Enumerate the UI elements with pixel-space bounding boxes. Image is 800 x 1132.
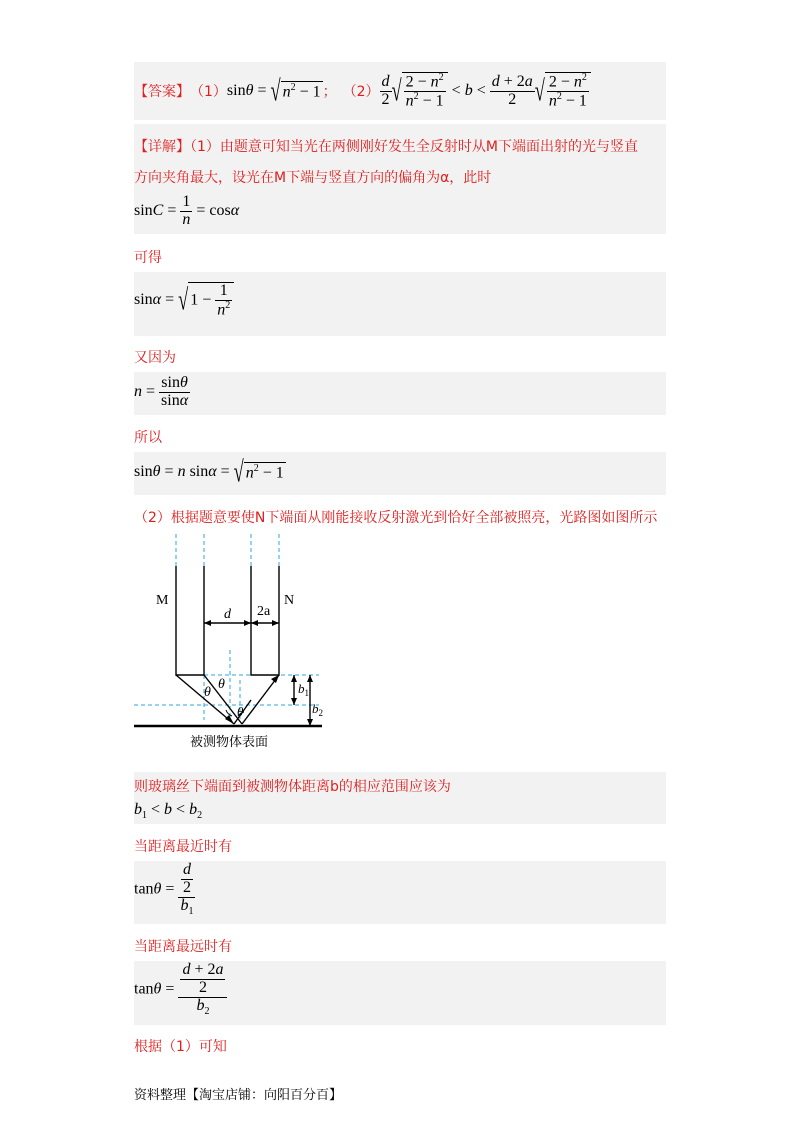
label-b1: $b_1$ bbox=[298, 681, 309, 698]
theta-label-3: θ bbox=[237, 704, 244, 719]
answer-separator: ； bbox=[322, 84, 337, 100]
formula-tan-far: tanθ = $\frac{\frac{d + 2a}{2}}{b_2}$ bbox=[134, 962, 227, 1017]
text-nearest: 当距离最近时有 bbox=[134, 839, 232, 855]
label-M: M bbox=[156, 593, 169, 608]
text-farthest: 当距离最远时有 bbox=[134, 939, 232, 955]
label-d: d bbox=[224, 607, 231, 622]
diagram-caption: 被测物体表面 bbox=[190, 735, 269, 750]
formula-box-near bbox=[134, 861, 666, 924]
theta-label-1: θ bbox=[218, 677, 225, 692]
label-N: N bbox=[284, 593, 295, 608]
theta-label-2: θ bbox=[204, 685, 211, 700]
formula-range: $b_1 < b < b_2$ bbox=[134, 801, 203, 822]
text-genju: 根据（1）可知 bbox=[134, 1039, 227, 1055]
formula-sinC: sinC = $\frac{1}{n}$ = cosα bbox=[134, 193, 240, 228]
formula-tan-near: tanθ = $\frac{\frac{d}{2}}{b_1}$ bbox=[134, 861, 194, 917]
formula-box-3 bbox=[134, 372, 666, 415]
detail-line2: 方向夹角最大，设光在M下端与竖直方向的偏角为α，此时 bbox=[134, 170, 492, 186]
answer-part2-label: （2） bbox=[342, 84, 380, 100]
text-range: 则玻璃丝下端面到被测物体距离b的相应范围应该为 bbox=[134, 779, 451, 795]
text-suoyi: 所以 bbox=[134, 430, 162, 446]
formula-answer2: $\frac{d}{2}$ √ $\frac{2 - n^2}{n^2 - 1}$ < b < $\frac{d + 2a}{2}$ √ $\frac{2 - n^2}{n^2 - 1}$ bbox=[380, 72, 591, 110]
detail-text1: （1）由题意可知当光在两侧刚好发生全反射时从M下端面出射的光与竖直 bbox=[190, 139, 638, 155]
formula-n: n = $\frac{\sin\theta}{\sin\alpha}$ bbox=[134, 374, 189, 409]
text-kede: 可得 bbox=[134, 250, 162, 266]
formula-answer1: sinθ = √ $n^2 - 1$ bbox=[226, 74, 321, 107]
label-b2: $b_2$ bbox=[312, 701, 323, 718]
text-part2: （2）根据题意要使N下端面从刚能接收反射激光到恰好全部被照亮，光路图如图所示 bbox=[134, 510, 658, 526]
formula-sinalpha: sinα = √ 1 − $\frac{1}{n^2}$ bbox=[134, 282, 234, 319]
footer: 资料整理【淘宝店铺：向阳百分百】 bbox=[134, 1088, 343, 1103]
answer-line bbox=[134, 66, 591, 116]
detail-line1 bbox=[134, 136, 638, 156]
formula-sintheta: sinθ = n sinα = √ $n^2 - 1$ bbox=[134, 455, 284, 488]
answer-label: 【答案】 bbox=[134, 84, 190, 100]
label-2a: 2a bbox=[257, 604, 271, 619]
optical-path-diagram bbox=[134, 530, 334, 752]
detail-label: 【详解】 bbox=[134, 139, 190, 155]
answer-part1-label: （1） bbox=[190, 84, 227, 100]
text-youyinwei: 又因为 bbox=[134, 350, 176, 366]
